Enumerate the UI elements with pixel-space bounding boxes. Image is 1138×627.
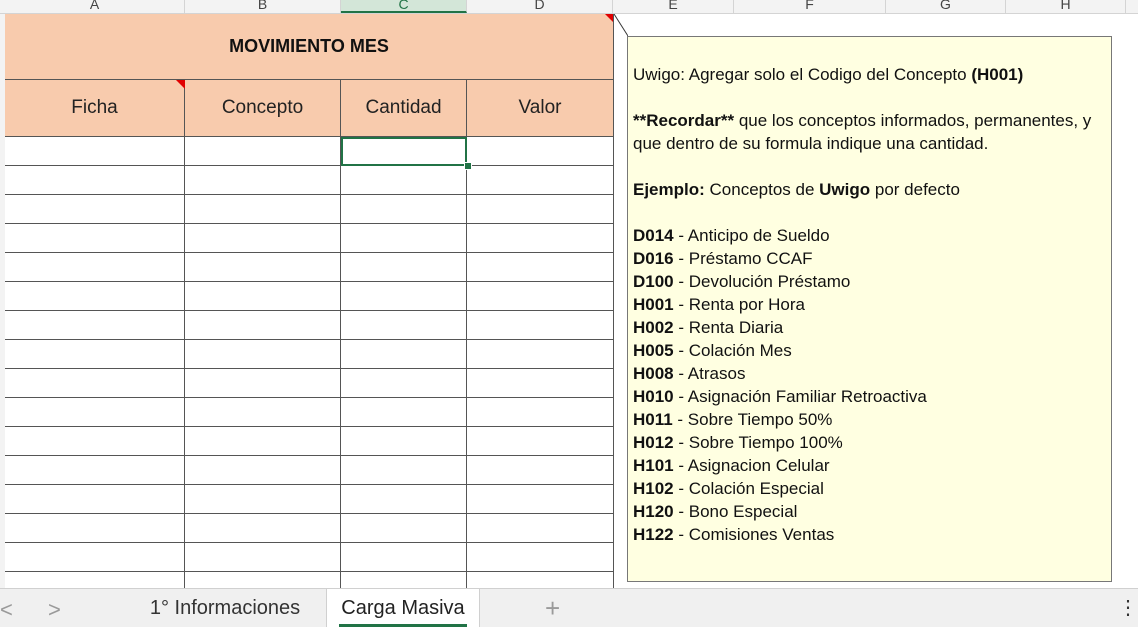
- concept-code: H120: [633, 502, 674, 521]
- concept-code: D016: [633, 249, 674, 268]
- column-header-a[interactable]: A: [5, 0, 185, 13]
- table-right-border: [613, 14, 614, 588]
- concept-item: [633, 431, 1106, 454]
- concept-label: - Renta por Hora: [673, 295, 805, 314]
- sheet-tab-bar: [0, 588, 1138, 627]
- concept-item: [633, 362, 1106, 385]
- concept-code: H001: [633, 295, 674, 314]
- concept-label: - Colación Mes: [673, 341, 792, 360]
- concept-label: - Colación Especial: [673, 479, 824, 498]
- column-header-bar: [0, 0, 1138, 14]
- concept-code: H010: [633, 387, 674, 406]
- grid-cell[interactable]: [185, 456, 341, 485]
- header-cell-concepto[interactable]: Concepto: [185, 80, 341, 137]
- concept-code: H101: [633, 456, 674, 475]
- grid-cell[interactable]: [341, 195, 467, 224]
- concept-item: [633, 454, 1106, 477]
- header-cell-cantidad[interactable]: Cantidad: [341, 80, 467, 137]
- concept-code: H005: [633, 341, 674, 360]
- add-sheet-icon[interactable]: +: [545, 593, 561, 623]
- concept-label: - Devolución Préstamo: [673, 272, 851, 291]
- concept-code: H011: [633, 410, 673, 429]
- grid-cell[interactable]: [185, 340, 341, 369]
- concept-item: [633, 247, 1106, 270]
- concept-item: [633, 270, 1106, 293]
- grid-cell[interactable]: [5, 253, 185, 282]
- grid-cell[interactable]: [341, 166, 467, 195]
- grid-cell[interactable]: [467, 282, 614, 311]
- grid-cell[interactable]: [467, 166, 614, 195]
- concept-item: [633, 316, 1106, 339]
- concept-item: [633, 477, 1106, 500]
- grid-cell[interactable]: [467, 340, 614, 369]
- grid-cell[interactable]: [467, 137, 614, 166]
- concept-label: - Asignacion Celular: [673, 456, 830, 475]
- grid-cell[interactable]: [185, 485, 341, 514]
- concept-item: [633, 523, 1106, 546]
- grid-cell[interactable]: [5, 398, 185, 427]
- concept-item: [633, 339, 1106, 362]
- grid-cell[interactable]: [5, 514, 185, 543]
- concept-code: H002: [633, 318, 674, 337]
- grid-cell[interactable]: [467, 311, 614, 340]
- grid-cell[interactable]: [467, 543, 614, 572]
- grid-cell[interactable]: [185, 282, 341, 311]
- concept-code: D014: [633, 226, 674, 245]
- grid-cell[interactable]: [5, 340, 185, 369]
- grid-cell[interactable]: [467, 369, 614, 398]
- grid-cell[interactable]: [341, 456, 467, 485]
- column-header-d[interactable]: D: [467, 0, 613, 13]
- column-header-b[interactable]: B: [185, 0, 341, 13]
- grid-cell[interactable]: [5, 282, 185, 311]
- header-cell-valor[interactable]: Valor: [467, 80, 614, 137]
- concept-code: D100: [633, 272, 674, 291]
- grid-cell[interactable]: [467, 427, 614, 456]
- comment-indicator[interactable]: [176, 80, 185, 89]
- active-cell[interactable]: [341, 137, 467, 166]
- column-header-c[interactable]: C: [341, 0, 467, 13]
- grid-cell[interactable]: [5, 137, 185, 166]
- grid-cell[interactable]: [185, 369, 341, 398]
- grid-cell[interactable]: [185, 311, 341, 340]
- grid-cell[interactable]: [467, 514, 614, 543]
- concept-label: - Sobre Tiempo 50%: [672, 410, 833, 429]
- grid-cell[interactable]: [5, 456, 185, 485]
- comment-leader-line: [614, 14, 628, 36]
- tab-carga-masiva[interactable]: [326, 589, 480, 627]
- chevron-right-icon[interactable]: >: [48, 597, 61, 622]
- grid-cell[interactable]: [185, 398, 341, 427]
- grid-cell[interactable]: [467, 456, 614, 485]
- header-cell-ficha[interactable]: Ficha: [5, 80, 185, 137]
- grid-cell[interactable]: [341, 543, 467, 572]
- grid-cell[interactable]: [185, 427, 341, 456]
- grid-cell[interactable]: [467, 485, 614, 514]
- grid-cell[interactable]: [185, 543, 341, 572]
- tab-informaciones[interactable]: 1° Informaciones: [149, 596, 301, 619]
- concept-item: [633, 408, 1106, 431]
- grid-cell[interactable]: [185, 224, 341, 253]
- concept-label: - Préstamo CCAF: [673, 249, 813, 268]
- grid-cell[interactable]: [341, 514, 467, 543]
- grid-cell[interactable]: [185, 137, 341, 166]
- concept-code: H102: [633, 479, 674, 498]
- grid-cell[interactable]: [185, 195, 341, 224]
- more-options-icon[interactable]: ⋮: [1118, 597, 1138, 619]
- concept-label: - Comisiones Ventas: [673, 525, 835, 544]
- grid-cell[interactable]: [5, 485, 185, 514]
- comment-line-instruction: Uwigo: Agregar solo el Codigo del Concepto (H001): [633, 65, 1024, 84]
- column-header-f[interactable]: F: [734, 0, 886, 13]
- column-header-h[interactable]: H: [1006, 0, 1126, 13]
- concept-label: - Asignación Familiar Retroactiva: [673, 387, 927, 406]
- concept-label: - Bono Especial: [673, 502, 798, 521]
- comment-line-recordar: **Recordar** que los conceptos informados, permanentes, y que dentro de su formula indique una cantidad.: [633, 111, 1092, 153]
- concept-label: - Anticipo de Sueldo: [673, 226, 830, 245]
- concept-code: H008: [633, 364, 674, 383]
- cell-comment-box[interactable]: [627, 36, 1112, 582]
- grid-cell[interactable]: [185, 253, 341, 282]
- grid-cell[interactable]: [341, 253, 467, 282]
- concept-label: - Sobre Tiempo 100%: [673, 433, 843, 452]
- grid-cell[interactable]: [5, 166, 185, 195]
- grid-cell[interactable]: [5, 311, 185, 340]
- grid-cell[interactable]: [5, 543, 185, 572]
- grid-cell[interactable]: [5, 427, 185, 456]
- grid-cell[interactable]: [341, 224, 467, 253]
- concept-item: [633, 224, 1106, 247]
- table-title-cell[interactable]: MOVIMIENTO MES: [5, 14, 613, 80]
- concept-item: [633, 385, 1106, 408]
- grid-cell[interactable]: [5, 195, 185, 224]
- concept-item: [633, 293, 1106, 316]
- grid-cell[interactable]: [5, 369, 185, 398]
- grid-cell[interactable]: [341, 282, 467, 311]
- column-header-g[interactable]: G: [886, 0, 1006, 13]
- grid-cell[interactable]: [341, 311, 467, 340]
- column-header-e[interactable]: E: [613, 0, 734, 13]
- concept-label: - Renta Diaria: [673, 318, 784, 337]
- fill-handle[interactable]: [464, 162, 472, 170]
- grid-cell[interactable]: [341, 485, 467, 514]
- grid-cell[interactable]: [467, 224, 614, 253]
- concept-list: [633, 224, 1106, 546]
- chevron-left-icon[interactable]: <: [0, 597, 13, 622]
- grid-cell[interactable]: [341, 369, 467, 398]
- concept-code: H122: [633, 525, 674, 544]
- grid-cell[interactable]: [185, 514, 341, 543]
- concept-label: - Atrasos: [673, 364, 746, 383]
- concept-code: H012: [633, 433, 674, 452]
- grid-cell[interactable]: [467, 195, 614, 224]
- grid-cell[interactable]: [185, 166, 341, 195]
- grid-cell[interactable]: [341, 398, 467, 427]
- grid-cell[interactable]: [341, 427, 467, 456]
- comment-line-ejemplo: Ejemplo: Conceptos de Uwigo por defecto: [633, 180, 960, 199]
- grid-cell[interactable]: [341, 340, 467, 369]
- tab-label: Carga Masiva: [341, 596, 465, 619]
- grid-cell[interactable]: [5, 224, 185, 253]
- grid-cell[interactable]: [467, 253, 614, 282]
- concept-item: [633, 500, 1106, 523]
- grid-cell[interactable]: [467, 398, 614, 427]
